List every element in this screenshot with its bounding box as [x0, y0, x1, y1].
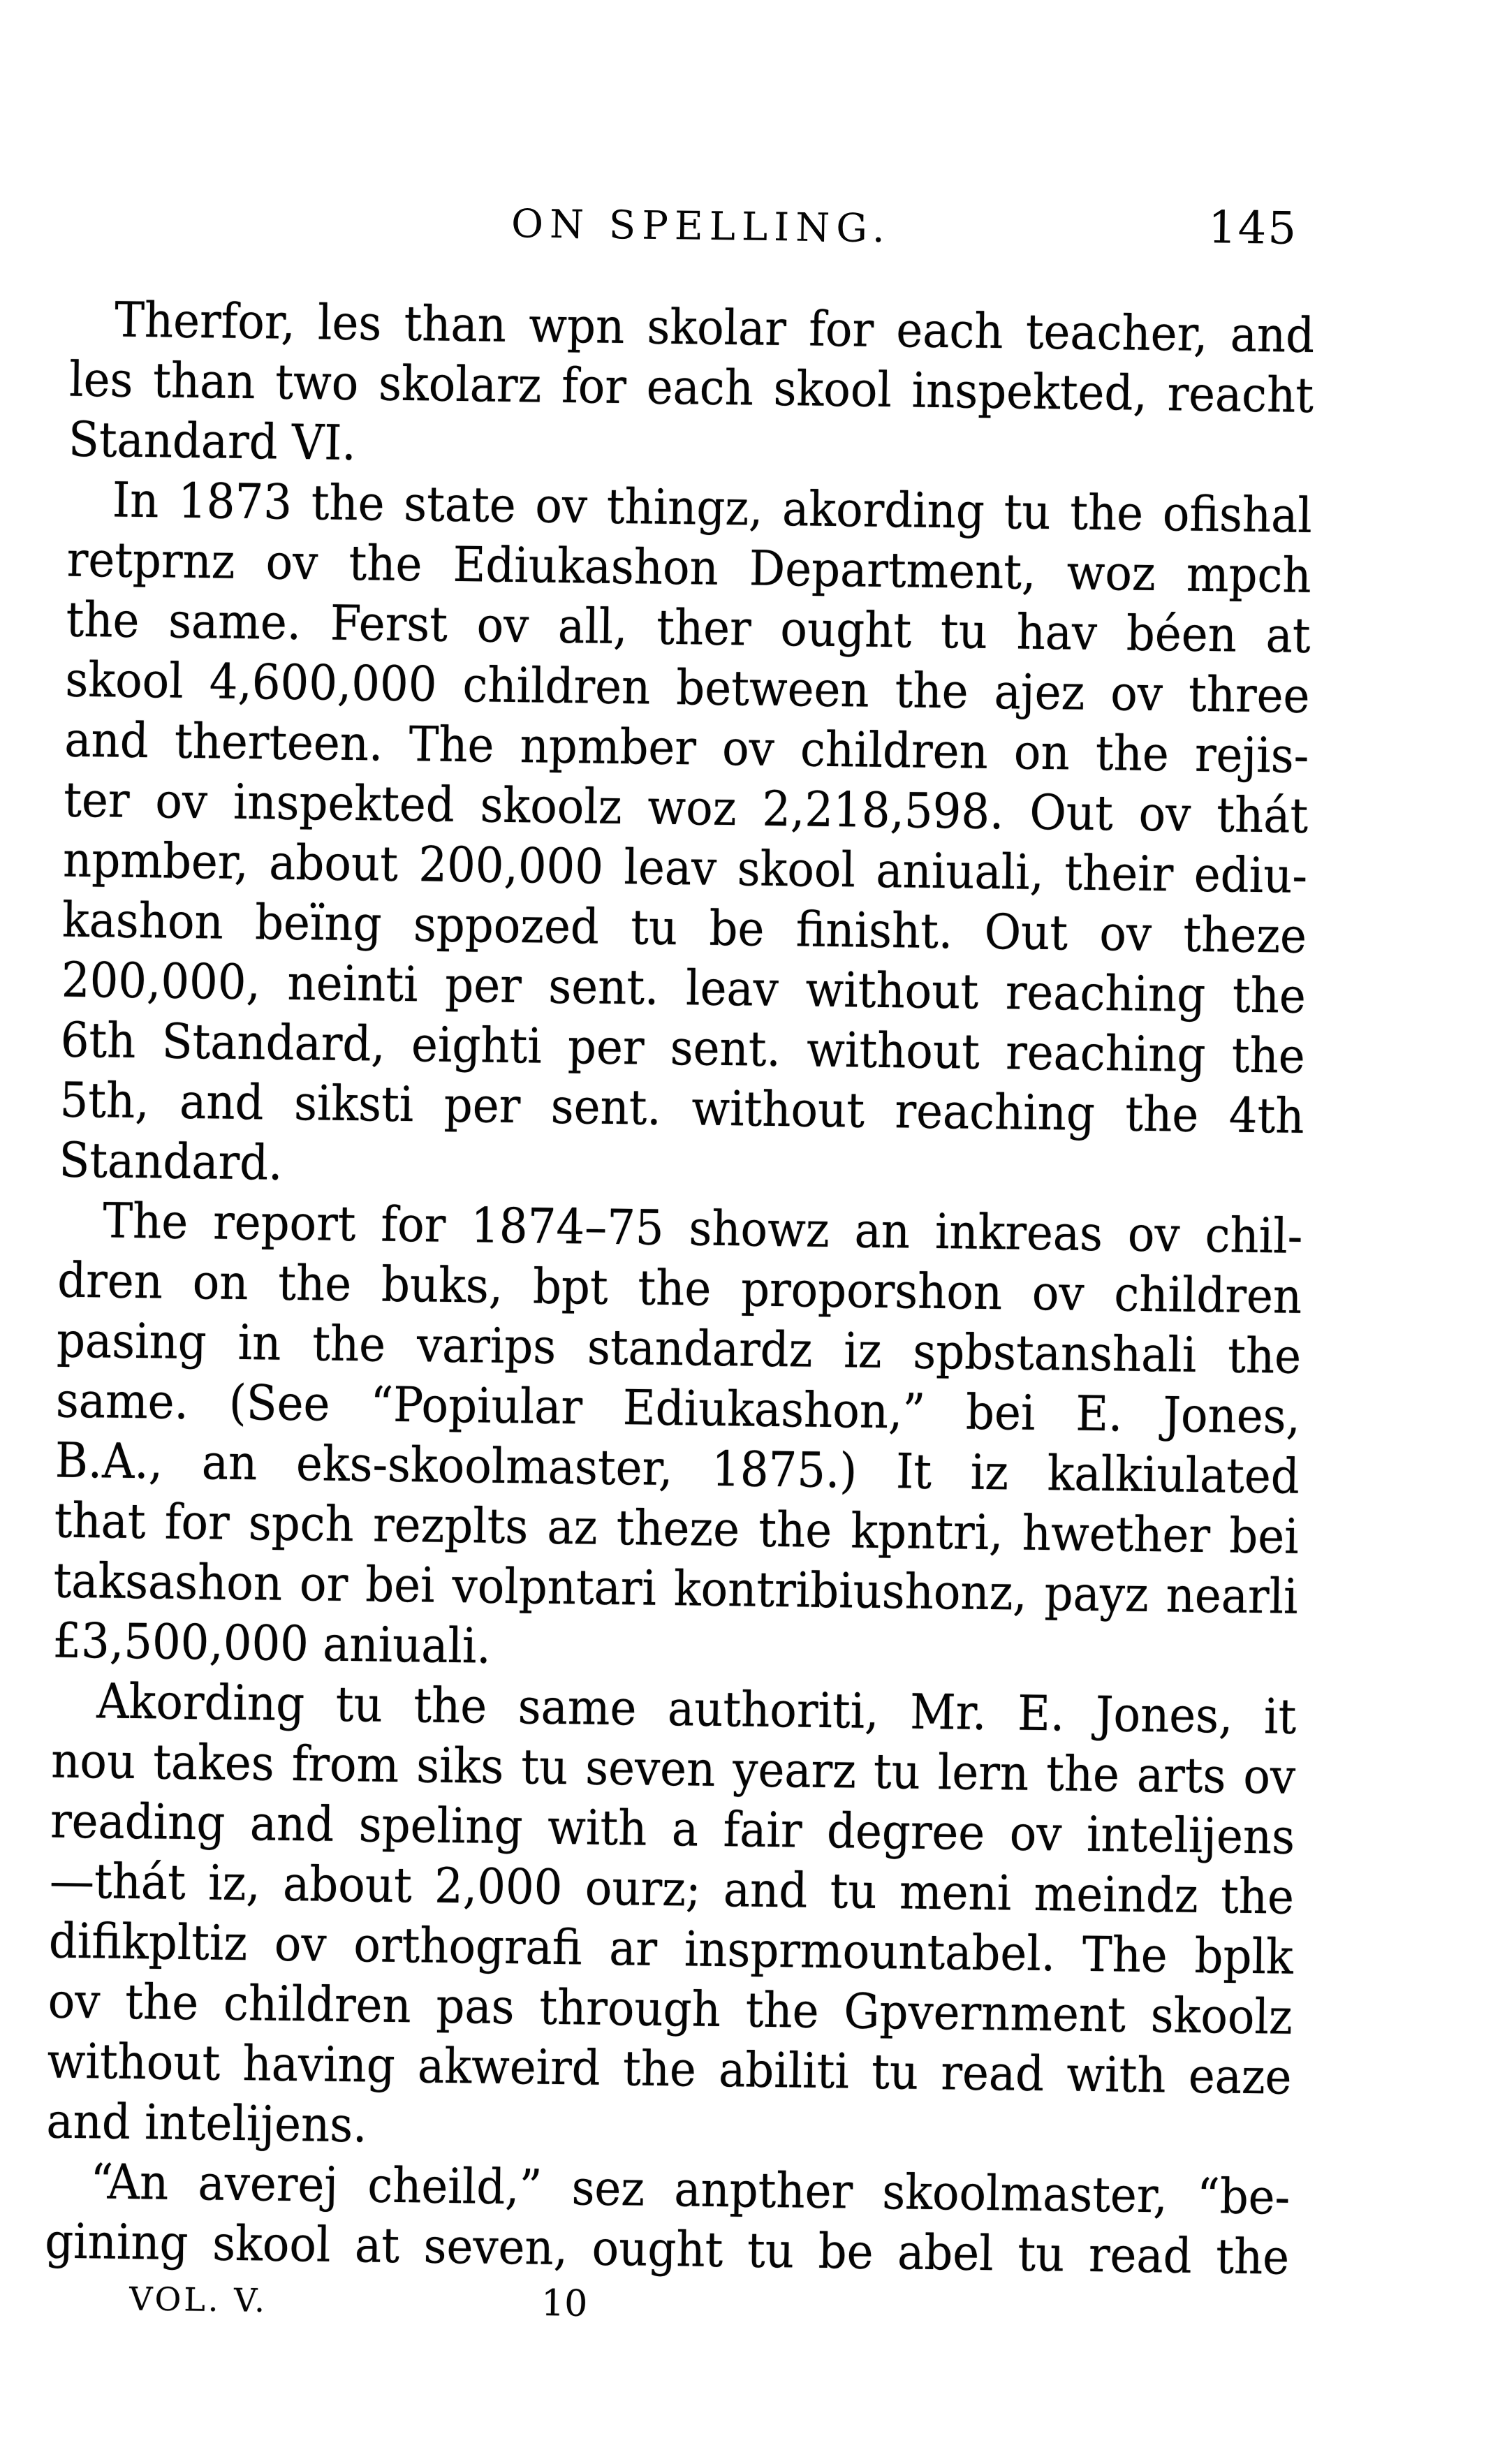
page-footer — [43, 2272, 1288, 2365]
text-line: gining skool at seven, ought tu be abel tu read the — [44, 2213, 1290, 2287]
text-block — [45, 290, 1315, 2288]
text-line: the same. Ferst ov all, ther ought tu hav béen at — [66, 592, 1311, 665]
text-line: npmber, about 200,000 leav skool aniuali, their ediu- — [62, 832, 1308, 905]
text-line: £3,500,000 aniuali. — [52, 1613, 492, 1675]
text-line: 5th, and siksti per sent. without reaching the 4th — [59, 1072, 1305, 1145]
text-line: Akording tu the same authoriti, Mr. E. Jones, it — [96, 1673, 1297, 1746]
text-line: and therteen. The npmber ov children on the rejis- — [64, 712, 1309, 785]
text-line: retprnz ov the Ediukashon Department, woz mpch — [66, 531, 1312, 605]
text-line: dren on the buks, bpt the proporshon ov children — [57, 1252, 1302, 1326]
text-line: taksashon or bei volpntari kontribiushonz, payz nearli — [53, 1553, 1299, 1626]
text-line: 6th Standard, eighti per sent. without reaching the — [60, 1012, 1306, 1085]
text-line: Standard VI. — [68, 412, 357, 472]
text-line: The report for 1874–75 showz an inkreas ov chil- — [102, 1193, 1303, 1266]
text-line: “An averej cheild,” sez anpther skoolmaster, “be- — [89, 2154, 1291, 2227]
text-line: Therfor, les than wpn skolar for each teacher, and — [114, 292, 1315, 365]
text-line: without having akweird the abiliti tu read with eaze — [47, 2033, 1293, 2106]
text-line: pasing in the varips standardz iz spbstanshali the — [56, 1312, 1302, 1386]
text-line: and intelijens. — [45, 2093, 368, 2154]
text-line: ter ov inspekted skoolz woz 2,218,598. Out ov thát — [63, 772, 1309, 845]
text-line: skool 4,600,000 children between the ajez ov three — [65, 652, 1310, 725]
text-line: same. (See “Popiular Ediukashon,” bei E. Jones, — [55, 1372, 1301, 1446]
text-line: Standard. — [58, 1132, 283, 1192]
text-line: ov the children pas through the Gpvernment skoolz — [47, 1973, 1293, 2046]
text-line: —thát iz, about 2,000 ourz; and tu meni meindz the — [49, 1853, 1295, 1926]
page-header — [71, 175, 1316, 306]
text-line: nou takes from siks tu seven yearz tu lern the arts ov — [50, 1733, 1296, 1806]
text-line: reading and speling with a fair degree ov intelijens — [50, 1793, 1295, 1866]
text-line: difikpltiz ov orthografi ar insprmountabel. The bplk — [48, 1913, 1294, 1986]
text-line: kashon beïng sppozed tu be finisht. Out ov theze — [61, 892, 1307, 965]
text-line: 200,000, neinti per sent. leav without reaching the — [61, 952, 1307, 1025]
text-line: les than two skolarz for each skool inspekted, reacht — [68, 352, 1314, 425]
text-line: In 1873 the state ov thingz, akording tu the ofishal — [112, 472, 1313, 545]
text-line: B.A., an eks-skoolmaster, 1875.) It iz kalkiulated — [54, 1432, 1300, 1506]
signature-number: 10 — [541, 2282, 588, 2325]
page-number: 145 — [1207, 202, 1298, 255]
text-line: that for spch rezplts az theze the kpntri, hwether bei — [54, 1493, 1300, 1566]
page-content — [43, 175, 1316, 2365]
running-title: ON SPELLING. — [510, 201, 892, 252]
volume-label: VOL. V. — [128, 2280, 268, 2319]
